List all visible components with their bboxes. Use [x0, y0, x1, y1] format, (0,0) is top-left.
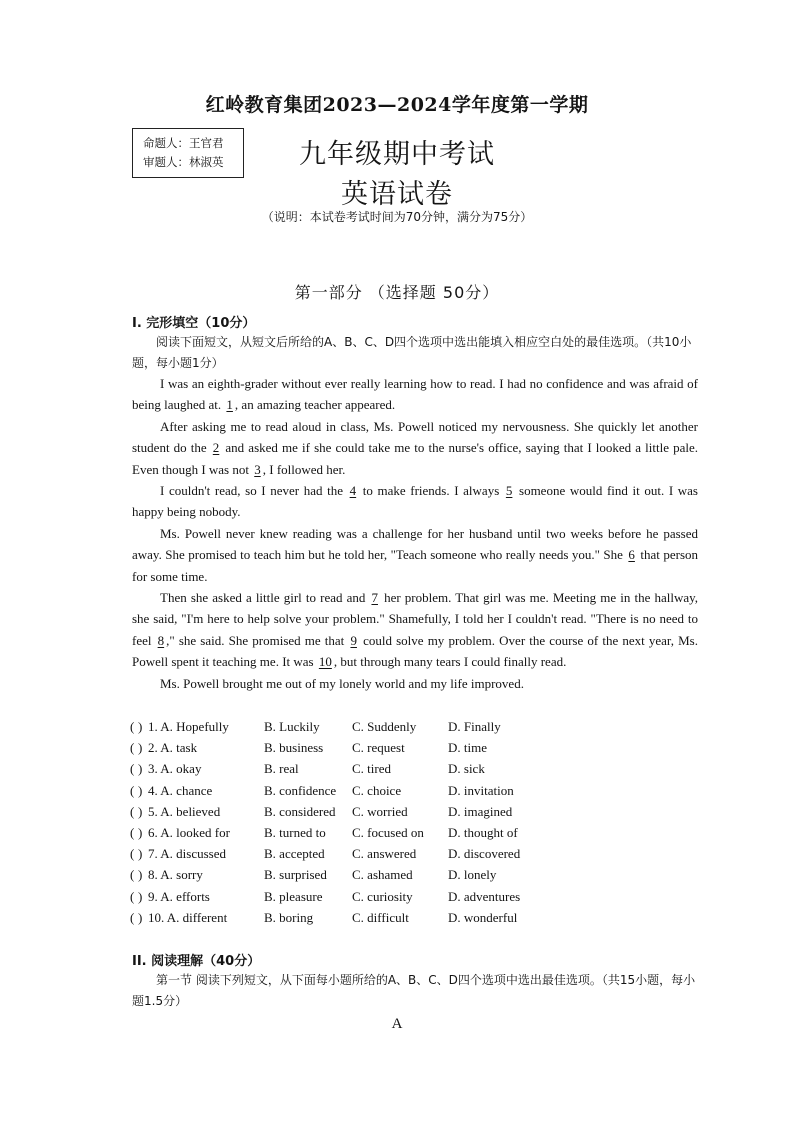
blank-5: 5: [505, 483, 513, 499]
option-b: B. surprised: [264, 867, 327, 883]
answer-paren-close: ): [138, 846, 143, 862]
passage-paragraph: Then she asked a little girl to read and 7 her problem. That girl was me. Meeting me in the hallway, she said, "I'm here to help solve your problem." Shamefully, I told her I couldn't read. "There is no need to feel 8 ," she said. She promised me that 9 could solve my problem. Over the course of the next year, Ms. Powell spent it teaching me. It was 10 , but through many tears I could finally read.: [132, 590, 699, 670]
answer-paren-open[interactable]: (: [130, 888, 135, 904]
blank-9: 9: [350, 632, 357, 648]
option-row-8: [130, 864, 550, 885]
option-b: B. boring: [264, 909, 314, 925]
option-d: D. imagined: [448, 803, 513, 819]
answer-paren-close: ): [138, 867, 143, 883]
option-row-9: [130, 886, 550, 907]
option-row-6: [130, 822, 550, 843]
options-list: [130, 716, 550, 928]
option-a: 3. A. okay: [148, 761, 202, 777]
blank-1: 1: [226, 397, 233, 413]
reviewer-label: 审题人：林淑英: [143, 155, 224, 169]
option-d: D. thought of: [448, 824, 518, 840]
option-d: D. adventures: [448, 888, 521, 904]
answer-paren-close: ): [138, 824, 143, 840]
option-row-10: [130, 907, 550, 928]
option-c: C. ashamed: [352, 867, 413, 883]
option-b: B. real: [264, 761, 299, 777]
option-row-7: [130, 843, 550, 864]
option-a: 5. A. believed: [148, 803, 221, 819]
answer-paren-open[interactable]: (: [130, 824, 135, 840]
option-row-2: [130, 737, 550, 758]
option-d: D. lonely: [448, 867, 497, 883]
option-c: C. worried: [352, 803, 408, 819]
blank-2: 2: [212, 440, 220, 456]
option-d: D. invitation: [448, 782, 514, 798]
blank-4: 4: [349, 483, 357, 499]
section-instructions-cloze: 阅读下面短文，从短文后所给的A、B、C、D四个选项中选出能填入相应空白处的最佳选项。（共10小题，每小题1分）: [132, 335, 692, 370]
blank-3: 3: [254, 461, 261, 477]
option-b: B. accepted: [264, 846, 325, 862]
answer-paren-open[interactable]: (: [130, 782, 135, 798]
blank-6: 6: [628, 547, 635, 563]
option-a: 4. A. chance: [148, 782, 213, 798]
answer-paren-close: ): [138, 761, 143, 777]
option-b: B. turned to: [264, 824, 326, 840]
option-a: 10. A. different: [148, 909, 228, 925]
option-c: C. difficult: [352, 909, 409, 925]
option-c: C. choice: [352, 782, 402, 798]
answer-paren-close: ): [138, 719, 143, 734]
blank-7: 7: [371, 590, 378, 606]
org-title: 红岭教育集团2023—2024学年度第一学期: [205, 94, 589, 116]
passage-paragraph: Ms. Powell brought me out of my lonely world and my life improved.: [160, 675, 524, 691]
option-row-1: [130, 716, 550, 737]
section-heading-cloze: I. 完形填空（10分）: [132, 316, 256, 331]
blank-10: 10: [318, 654, 332, 670]
answer-paren-open[interactable]: (: [130, 803, 135, 819]
section-heading-reading: II. 阅读理解（40分）: [132, 954, 261, 969]
exam-title: 九年级期中考试: [299, 139, 495, 170]
cloze-passage: [132, 373, 698, 694]
passage-paragraph: I couldn't read, so I never had the 4 to make friends. I always 5 someone would find it out. I was happy being nobody.: [132, 483, 698, 520]
option-row-5: [130, 801, 550, 822]
option-d: D. wonderful: [448, 909, 518, 925]
option-c: C. focused on: [352, 824, 424, 840]
answer-paren-close: ): [138, 740, 143, 756]
answer-paren-open[interactable]: (: [130, 719, 135, 734]
answer-paren-close: ): [138, 782, 143, 798]
answer-paren-open[interactable]: (: [130, 909, 135, 925]
answer-paren-open[interactable]: (: [130, 740, 135, 756]
option-b: B. business: [264, 740, 324, 756]
option-row-3: [130, 758, 550, 779]
exam-note: （说明：本试卷考试时间为70分钟，满分为75分）: [261, 210, 533, 224]
option-a: 6. A. looked for: [148, 824, 230, 840]
blank-8: 8: [157, 632, 165, 648]
option-c: C. answered: [352, 846, 417, 862]
passage-letter: A: [391, 1016, 403, 1032]
answer-paren-open[interactable]: (: [130, 761, 135, 777]
option-b: B. confidence: [264, 782, 337, 798]
passage-paragraph: After asking me to read aloud in class, Ms. Powell noticed my nervousness. She quickly let another student do the 2 and asked me if she could take me to the nurse's office, saying that I looked a little pale. Even though I was not 3 , I followed her.: [132, 418, 698, 477]
option-d: D. Finally: [448, 719, 501, 734]
option-c: C. tired: [352, 761, 391, 777]
option-d: D. time: [448, 740, 487, 756]
option-d: D. sick: [448, 761, 485, 777]
option-b: B. pleasure: [264, 888, 323, 904]
answer-paren-close: ): [138, 888, 143, 904]
answer-paren-open[interactable]: (: [130, 867, 135, 883]
option-c: C. request: [352, 740, 405, 756]
option-a: 7. A. discussed: [148, 846, 226, 862]
author-label: 命题人：王官君: [143, 136, 224, 150]
option-a: 9. A. efforts: [148, 888, 210, 904]
option-row-4: [130, 780, 550, 801]
option-b: B. considered: [264, 803, 336, 819]
answer-paren-close: ): [138, 909, 143, 925]
passage-paragraph: Ms. Powell never knew reading was a challenge for her husband until two weeks before he passed away. She promised to teach him but he told her, "Teach someone who really needs you." She 6 that person for some time.: [132, 525, 698, 584]
section-instructions-reading: 第一节 阅读下列短文，从下面每小题所给的A、B、C、D四个选项中选出最佳选项。（共15小题，每小题1.5分）: [132, 973, 696, 1008]
part-heading: 第一部分 （选择题 50分）: [294, 283, 500, 302]
option-c: C. curiosity: [352, 888, 413, 904]
answer-paren-close: ): [138, 803, 143, 819]
answer-paren-open[interactable]: (: [130, 846, 135, 862]
option-d: D. discovered: [448, 846, 521, 862]
subject-title: 英语试卷: [341, 179, 453, 210]
option-c: C. Suddenly: [352, 719, 417, 734]
option-b: B. Luckily: [264, 719, 320, 734]
option-a: 1. A. Hopefully: [148, 719, 229, 734]
option-a: 2. A. task: [148, 740, 198, 756]
option-a: 8. A. sorry: [148, 867, 203, 883]
passage-paragraph: I was an eighth-grader without ever really learning how to read. I had no confidence and was afraid of being laughed at. 1 , an amazing teacher appeared.: [132, 376, 698, 413]
